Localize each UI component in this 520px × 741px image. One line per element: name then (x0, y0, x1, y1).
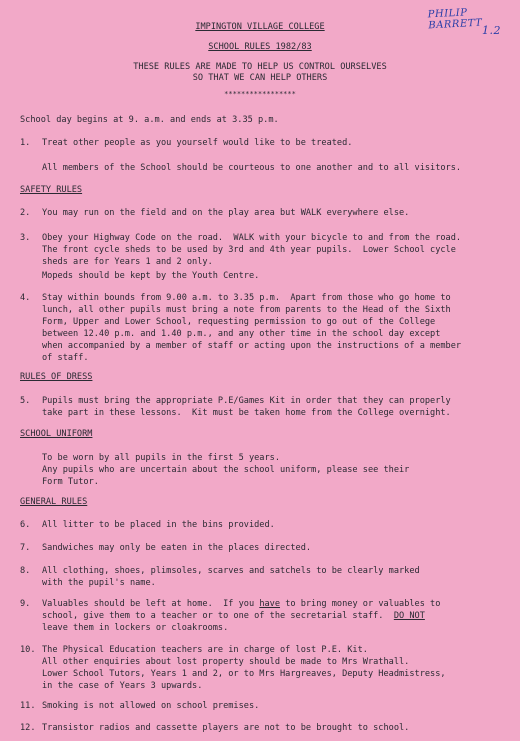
rule-2-text: You may run on the field and on the play area but WALK everywhere else. (42, 208, 410, 218)
general-rules-heading: GENERAL RULES (20, 497, 88, 507)
rule-6-number: 6. (20, 520, 31, 530)
uniform-line-1: To be worn by all pupils in the first 5 years. (42, 453, 280, 463)
college-name: IMPINGTON VILLAGE COLLEGE (195, 22, 325, 32)
rule-4-number: 4. (20, 293, 31, 303)
rule-4-line-6: of staff. (42, 353, 89, 363)
rule-9-line-2 (42, 611, 425, 622)
rule-9-line-3: leave them in lockers or cloakrooms. (42, 623, 229, 633)
rule-1-text: Treat other people as you yourself would like to be treated. (42, 138, 353, 148)
rule-8-number: 8. (20, 566, 31, 576)
rules-of-dress-heading: RULES OF DRESS (20, 372, 93, 382)
rule-4-line-2: lunch, all other pupils must bring a note from parents to the Head of the Sixth (42, 305, 451, 315)
rule-5-line-2: take part in these lessons. Kit must be taken home from the College overnight. (42, 408, 451, 418)
rule-10-line-3: Lower School Tutors, Years 1 and 2, or to Mrs Hargreaves, Deputy Headmistress, (42, 669, 446, 679)
divider: ***************** (224, 90, 296, 98)
rule-9-line-1 (42, 599, 440, 610)
rule-3-line-3: sheds are for Years 1 and 2 only. (42, 257, 213, 267)
rule-10-line-1: The Physical Education teachers are in charge of lost P.E. Kit. (42, 645, 368, 655)
rule-8-line-2: with the pupil's name. (42, 578, 156, 588)
rule-3-line-2: The front cycle sheds to be used by 3rd and 4th year pupils. Lower School cycle (42, 245, 456, 255)
rule-4-line-3: Form, Upper and Lower School, requesting permission to go out of the College (42, 317, 436, 327)
rule-7-number: 7. (20, 543, 31, 553)
rule-4-line-4: between 12.40 p.m. and 1.40 p.m., and any other time in the school day except (42, 329, 441, 339)
safety-rules-heading: SAFETY RULES (20, 185, 83, 195)
rule-12-number: 12. (20, 723, 36, 733)
document-title: SCHOOL RULES 1982/83 (208, 42, 312, 52)
rule-3-number: 3. (20, 233, 31, 243)
rule-7-text: Sandwiches may only be eaten in the places directed. (42, 543, 312, 553)
rule-9-emphasis-do-not: DO NOT (393, 611, 425, 621)
rule-1-subtext: All members of the School should be courteous to one another and to all visitors. (42, 163, 462, 173)
uniform-line-2: Any pupils who are uncertain about the school uniform, please see their (42, 465, 410, 475)
rule-9-emphasis-have: have (259, 599, 281, 609)
rule-11-text: Smoking is not allowed on school premises. (42, 701, 260, 711)
rule-10-number: 10. (20, 645, 36, 655)
uniform-line-3: Form Tutor. (42, 477, 99, 487)
rule-8-line-1: All clothing, shoes, plimsoles, scarves and satchels to be clearly marked (42, 566, 420, 576)
rule-9-line-1a: Valuables should be left at home. If you (42, 599, 260, 609)
rule-9-line-2a: school, give them to a teacher or to one of the secretarial staff. (42, 611, 394, 621)
rule-3-line-4: Mopeds should be kept by the Youth Centre. (42, 271, 260, 281)
rule-3-line-1: Obey your Highway Code on the road. WALK with your bicycle to and from the road. (42, 233, 462, 243)
rule-10-line-2: All other enquiries about lost property should be made to Mrs Wrathall. (42, 657, 410, 667)
motto-line-1: THESE RULES ARE MADE TO HELP US CONTROL OURSELVES (133, 62, 387, 72)
rule-9-line-1c: to bring money or valuables to (280, 599, 441, 609)
rule-12-text: Transistor radios and cassette players are not to be brought to school. (42, 723, 410, 733)
motto-line-2: SO THAT WE CAN HELP OTHERS (192, 73, 328, 83)
rule-1-number: 1. (20, 138, 31, 148)
rule-11-number: 11. (20, 701, 36, 711)
rule-4-line-1: Stay within bounds from 9.00 a.m. to 3.35 p.m. Apart from those who go home to (42, 293, 451, 303)
rule-9-number: 9. (20, 599, 31, 609)
school-day-text: School day begins at 9. a.m. and ends at 3.35 p.m. (20, 115, 279, 125)
rule-2-number: 2. (20, 208, 31, 218)
rule-5-line-1: Pupils must bring the appropriate P.E/Games Kit in order that they can properly (42, 396, 451, 406)
rule-6-text: All litter to be placed in the bins provided. (42, 520, 275, 530)
school-uniform-heading: SCHOOL UNIFORM (20, 429, 93, 439)
handwritten-ref: 1.2 (482, 24, 501, 37)
rule-5-number: 5. (20, 396, 31, 406)
rule-4-line-5: when accompanied by a member of staff or acting upon the instructions of a member (42, 341, 462, 351)
handwritten-name: PHILIP BARRETT (427, 7, 483, 32)
rule-10-line-4: in the case of Years 3 upwards. (42, 681, 203, 691)
